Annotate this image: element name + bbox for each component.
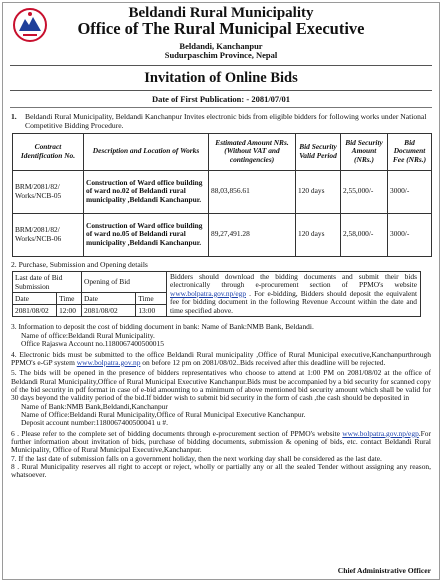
section-4-text: 4. Electronic bids must be submitted to the office Beldandi Rural municipality ,Office of Rural Municipal executive,Kanchanpurthrough PPMO's e-GP system [11, 349, 431, 367]
section-6-text-2: .For further information about invitation of bids, purchase of bidding documents, submission & opening of bids, etc. contact Beldandi Rural Municipality, Office of Rural Municipal Executive,Kanchanpur. [11, 428, 431, 455]
instructions-text-2: . For e-bidding, Bidders should deposit the equivalent fee for bidding document in the following Revenue Account within the date and time specified above. [170, 288, 417, 315]
contract-id: BRM/2081/82/ Works/NCB-05 [13, 170, 84, 213]
security-period: 120 days [296, 213, 341, 256]
time-label: Time [57, 292, 82, 304]
publication-date: Date of First Publication: - 2081/07/01 [151, 93, 291, 104]
egp-link-2[interactable]: www.bolpatra.gov.np/egp [342, 428, 419, 438]
instructions-text: Bidders should download the bidding documents and submit their bids electronically through e-procurement section of PPMO's website [170, 271, 417, 290]
date-label: Date [13, 292, 57, 304]
date-label: Date [82, 292, 136, 304]
office-name: Office of The Rural Municipal Executive [77, 19, 365, 38]
table-row [13, 170, 432, 213]
cash-office-name: Name of Office:Beldandi Rural Municipality,Office of Rural Municipal Executive Kanchanpur. [21, 409, 306, 419]
estimated-amount: 88,03,856.61 [209, 170, 296, 213]
deposit-account: Deposit account number:1180067400500041 u #. [21, 418, 169, 428]
section-6 [11, 430, 431, 455]
office-location: Beldandi, Kanchanpur [179, 40, 263, 51]
contract-id: BRM/2081/82/ Works/NCB-06 [13, 213, 84, 256]
last-date-header: Last date of Bid Submission [13, 271, 82, 292]
submission-date: 2081/08/02 [13, 305, 57, 317]
col-contract-id: Contract Identification No. [13, 133, 84, 170]
section-8: 8 . Rural Municipality reserves all right to accept or reject, wholly or partially any or all the sealed Tender without assigning any reason, whatsoever. [11, 461, 431, 480]
section-4-text-2: on before 12 pm on 2081/08/02..Bids received after this deadline will be rejected. [140, 357, 386, 367]
estimated-amount: 89,27,491.28 [209, 213, 296, 256]
work-description: Construction of Ward office building of ward no.02 of Beldandi rural municipality ,Beldandi Kanchanpur. [84, 170, 209, 213]
province: Sudurpaschim Province, Nepal [164, 50, 278, 60]
col-security-amount: Bid Security Amount (NRs.) [341, 133, 388, 170]
col-document-fee: Bid Document Fee (NRs.) [388, 133, 432, 170]
section-1-number: 1. [11, 111, 17, 121]
section-7: 7. If the last date of submission falls on a government holiday, then the next working day shall be considered as the last date. [11, 453, 382, 463]
office-name-line: Name of office:Beldandi Rural Municipality. [21, 330, 155, 340]
notice-body [11, 323, 431, 479]
section-4 [11, 351, 431, 368]
nepal-emblem-icon [11, 7, 49, 43]
work-description: Construction of Ward office building of ward no.05 of Beldandi rural municipality ,Beldandi Kanchanpur. [84, 213, 209, 256]
document-fee: 3000/- [388, 170, 432, 213]
col-estimated-amount: Estimated Amount NRs. (Without VAT and contingencies) [209, 133, 296, 170]
col-description: Description and Location of Works [84, 133, 209, 170]
section-1 [11, 112, 431, 130]
bids-table-header [13, 133, 432, 170]
security-period: 120 days [296, 170, 341, 213]
bolpatra-link[interactable]: www.bolpatra.gov.np [76, 357, 141, 367]
submission-block [12, 271, 439, 318]
table-row [13, 213, 432, 256]
cash-bank-name: Name of Bank:NMB Bank,Beldandi,Kanchanpur [21, 401, 168, 411]
security-amount: 2,55,000/- [341, 170, 388, 213]
section-3: 3. Information to deposit the cost of bidding document in bank: Name of Bank:NMB Bank, Beldandi. [11, 322, 314, 332]
document-fee: 3000/- [388, 213, 432, 256]
notice-title: Invitation of Online Bids [10, 65, 432, 91]
opening-header: Opening of Bid [82, 271, 167, 292]
submission-instructions [167, 271, 421, 318]
municipality-name: Beldandi Rural Municipality [128, 5, 314, 21]
col-security-period: Bid Security Valid Period [296, 133, 341, 170]
divider [10, 107, 432, 108]
signature: Chief Administrative Officer [337, 566, 431, 575]
submission-time: 12:00 [57, 305, 82, 317]
security-amount: 2,58,000/- [341, 213, 388, 256]
opening-date: 2081/08/02 [82, 305, 136, 317]
time-label: Time [136, 292, 167, 304]
revenue-account: Office Rajaswa Account no.1180067400500015 [21, 339, 164, 349]
egp-link[interactable]: www.bolpatra.gov.np/egp [170, 288, 247, 298]
section-6-text: 6 . Please refer to the complete set of bidding documents through e-procurement section of PPMO's website [11, 428, 343, 438]
notice-page [2, 2, 440, 580]
section-5: 5. The bids will be opened in the presence of bidders representatives who choose to attend at 1:00 PM on 2081/08/02 at the office of Beldandi Rural Municipality,Office of Rural Municipal Executive Kanchanpur.Bids must be accompanied by a bid security for scanned copy of the bid security in pdf format in case of e-bid amounting to a minimum of above mentioned bid security amount which shall be valid for 30 days beyond the validity period of the bid.If bidder wish to submit bid security in the form of cash ,the cash should be deposited in [11, 368, 431, 403]
section-2-title: 2. Purchase, Submission and Opening details [11, 259, 148, 269]
section-1-text: Beldandi Rural Municipality, Beldandi Kanchanpur Invites electronic bids from eligible bidders for following works under National Competitive Bidding Procedure. [25, 111, 427, 130]
bids-table [12, 133, 432, 257]
schedule-table [12, 271, 167, 318]
letterhead [3, 6, 439, 60]
opening-time: 13:00 [136, 305, 167, 317]
